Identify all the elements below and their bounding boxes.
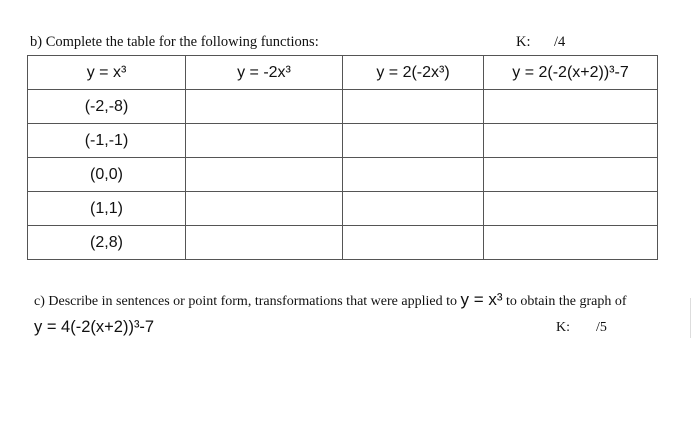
header-base-function: y = x³ bbox=[28, 56, 186, 90]
part-b-instruction: b) Complete the table for the following functions: bbox=[30, 34, 319, 50]
table-cell-blank[interactable] bbox=[484, 90, 658, 124]
part-c-base-function: y = x³ bbox=[460, 290, 503, 309]
part-b-marks-label: K: bbox=[516, 34, 531, 50]
part-c-marks-total: /5 bbox=[596, 320, 607, 335]
part-c-marks bbox=[556, 320, 607, 336]
table-cell-blank[interactable] bbox=[186, 226, 343, 260]
function-table bbox=[27, 55, 658, 260]
header-reflect-stretch: y = -2x³ bbox=[186, 56, 343, 90]
table-cell-blank[interactable] bbox=[484, 158, 658, 192]
table-cell-blank[interactable] bbox=[343, 124, 484, 158]
part-b-marks bbox=[516, 34, 596, 51]
part-c-instruction-end: to obtain the graph of bbox=[506, 294, 627, 309]
table-cell-blank[interactable] bbox=[186, 158, 343, 192]
table-row bbox=[28, 124, 658, 158]
table-cell-blank[interactable] bbox=[186, 192, 343, 226]
table-cell-point: (0,0) bbox=[28, 158, 186, 192]
part-c-marks-label: K: bbox=[556, 320, 570, 335]
table-cell-blank[interactable] bbox=[186, 124, 343, 158]
table-cell-point: (2,8) bbox=[28, 226, 186, 260]
part-b-marks-total: /4 bbox=[554, 34, 566, 50]
table-header-row bbox=[28, 56, 658, 90]
table-row bbox=[28, 192, 658, 226]
header-final-function: y = 2(-2(x+2))³-7 bbox=[484, 56, 658, 90]
part-c-target-function: y = 4(-2(x+2))³-7 bbox=[34, 318, 155, 336]
table-cell-blank[interactable] bbox=[484, 192, 658, 226]
table-cell-blank[interactable] bbox=[484, 226, 658, 260]
table-cell-blank[interactable] bbox=[343, 192, 484, 226]
page-edge-line bbox=[690, 298, 691, 338]
table-cell-blank[interactable] bbox=[343, 226, 484, 260]
table-cell-point: (1,1) bbox=[28, 192, 186, 226]
table-row bbox=[28, 158, 658, 192]
table-cell-point: (-2,-8) bbox=[28, 90, 186, 124]
part-c-instruction-text: c) Describe in sentences or point form, transformations that were applied to bbox=[34, 294, 457, 309]
table-cell-blank[interactable] bbox=[343, 90, 484, 124]
table-row bbox=[28, 226, 658, 260]
table-cell-blank[interactable] bbox=[343, 158, 484, 192]
part-c-instruction bbox=[34, 290, 627, 310]
header-vertical-stretch: y = 2(-2x³) bbox=[343, 56, 484, 90]
table-cell-point: (-1,-1) bbox=[28, 124, 186, 158]
table-cell-blank[interactable] bbox=[484, 124, 658, 158]
table-row bbox=[28, 90, 658, 124]
table-cell-blank[interactable] bbox=[186, 90, 343, 124]
